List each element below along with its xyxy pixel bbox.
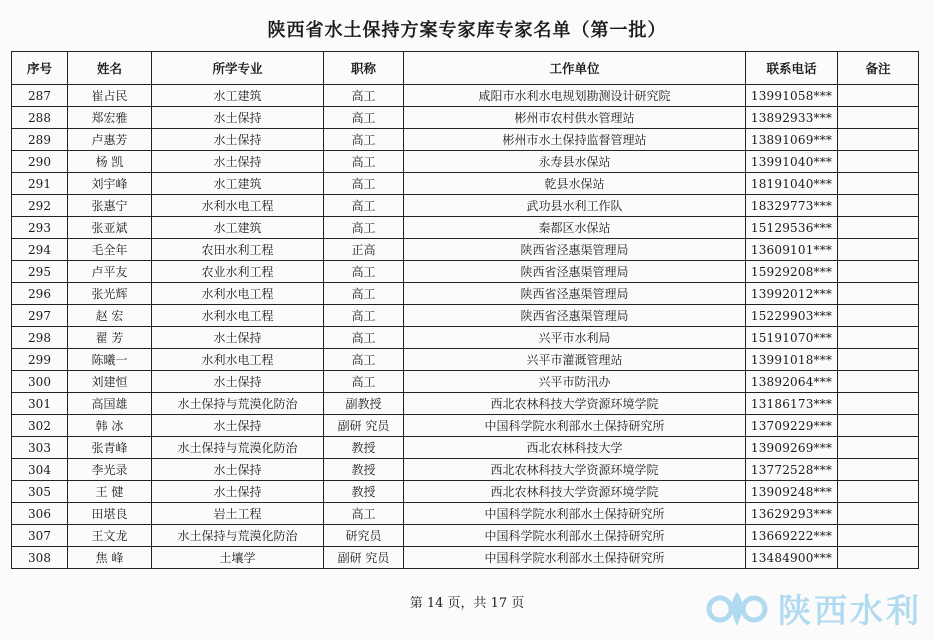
cell-title: 高工 [324,151,404,173]
cell-index: 306 [12,503,68,525]
table-row [12,437,919,459]
cell-remarks [838,261,919,283]
cell-index: 296 [12,283,68,305]
table-row [12,415,919,437]
table-row [12,85,919,107]
cell-phone: 13892064*** [746,371,838,393]
cell-title: 高工 [324,173,404,195]
table-row [12,129,919,151]
cell-index: 302 [12,415,68,437]
cell-major: 水土保持 [152,415,324,437]
table-row [12,217,919,239]
cell-index: 295 [12,261,68,283]
cell-title: 高工 [324,217,404,239]
cell-phone: 13709229*** [746,415,838,437]
cell-workplace: 兴平市防汛办 [404,371,746,393]
cell-phone: 13909248*** [746,481,838,503]
cell-name: 张光辉 [68,283,152,305]
cell-index: 287 [12,85,68,107]
cell-workplace: 咸阳市水利水电规划勘测设计研究院 [404,85,746,107]
cell-name: 焦 峰 [68,547,152,569]
cell-phone: 13484900*** [746,547,838,569]
cell-remarks [838,547,919,569]
cell-index: 298 [12,327,68,349]
cell-remarks [838,283,919,305]
cell-index: 292 [12,195,68,217]
cell-name: 郑宏雅 [68,107,152,129]
table-row [12,459,919,481]
cell-remarks [838,459,919,481]
cell-name: 田堪良 [68,503,152,525]
cell-name: 赵 宏 [68,305,152,327]
water-drop-logo-icon [706,588,768,630]
cell-workplace: 乾县水保站 [404,173,746,195]
cell-phone: 13991040*** [746,151,838,173]
cell-workplace: 兴平市水利局 [404,327,746,349]
cell-phone: 15229903*** [746,305,838,327]
watermark [706,585,922,632]
cell-major: 水土保持 [152,327,324,349]
cell-name: 张惠宁 [68,195,152,217]
cell-name: 刘建恒 [68,371,152,393]
cell-index: 288 [12,107,68,129]
expert-table [11,51,919,569]
cell-workplace: 西北农林科技大学资源环境学院 [404,459,746,481]
cell-title: 高工 [324,327,404,349]
cell-major: 水利水电工程 [152,195,324,217]
cell-major: 水土保持 [152,371,324,393]
table-row [12,481,919,503]
cell-phone: 13891069*** [746,129,838,151]
cell-workplace: 秦都区水保站 [404,217,746,239]
cell-name: 王 健 [68,481,152,503]
cell-title: 高工 [324,305,404,327]
page-number: 第 14 页，共 17 页 [409,596,525,611]
table-row [12,261,919,283]
cell-major: 水土保持与荒漠化防治 [152,393,324,415]
cell-major: 水土保持 [152,129,324,151]
cell-remarks [838,349,919,371]
cell-major: 农田水利工程 [152,239,324,261]
cell-phone: 13909269*** [746,437,838,459]
cell-phone: 13892933*** [746,107,838,129]
cell-name: 刘宇峰 [68,173,152,195]
cell-remarks [838,195,919,217]
cell-workplace: 陕西省泾惠渠管理局 [404,239,746,261]
table-row [12,349,919,371]
cell-workplace: 西北农林科技大学资源环境学院 [404,481,746,503]
cell-remarks [838,393,919,415]
table-row [12,195,919,217]
watermark-text: 陕西水利 [778,591,922,630]
cell-title: 高工 [324,503,404,525]
cell-title: 研究员 [324,525,404,547]
cell-name: 卢惠芳 [68,129,152,151]
cell-remarks [838,217,919,239]
cell-title: 副教授 [324,393,404,415]
cell-major: 水工建筑 [152,173,324,195]
cell-workplace: 陕西省泾惠渠管理局 [404,305,746,327]
cell-name: 翟 芳 [68,327,152,349]
cell-remarks [838,503,919,525]
header-index: 序号 [12,52,68,85]
cell-index: 303 [12,437,68,459]
page-title: 陕西省水土保持方案专家库专家名单（第一批） [267,20,667,41]
table-header-row [12,52,919,85]
cell-name: 张亚斌 [68,217,152,239]
cell-title: 高工 [324,129,404,151]
cell-name: 卢平友 [68,261,152,283]
cell-major: 水土保持 [152,107,324,129]
cell-index: 293 [12,217,68,239]
cell-title: 高工 [324,85,404,107]
cell-workplace: 彬州市水土保持监督管理站 [404,129,746,151]
cell-index: 305 [12,481,68,503]
cell-workplace: 兴平市灌溉管理站 [404,349,746,371]
cell-major: 水土保持 [152,481,324,503]
table-row [12,151,919,173]
cell-major: 水土保持与荒漠化防治 [152,437,324,459]
cell-remarks [838,415,919,437]
cell-name: 李光录 [68,459,152,481]
table-row [12,327,919,349]
cell-remarks [838,239,919,261]
header-title: 职称 [324,52,404,85]
table-row [12,371,919,393]
cell-index: 308 [12,547,68,569]
cell-workplace: 中国科学院水利部水土保持研究所 [404,415,746,437]
cell-title: 高工 [324,195,404,217]
cell-major: 农业水利工程 [152,261,324,283]
cell-workplace: 武功县水利工作队 [404,195,746,217]
cell-workplace: 陕西省泾惠渠管理局 [404,283,746,305]
cell-major: 土壤学 [152,547,324,569]
header-name: 姓名 [68,52,152,85]
cell-workplace: 陕西省泾惠渠管理局 [404,261,746,283]
cell-remarks [838,525,919,547]
cell-title: 高工 [324,107,404,129]
cell-title: 正高 [324,239,404,261]
cell-phone: 15191070*** [746,327,838,349]
cell-remarks [838,129,919,151]
header-workplace: 工作单位 [404,52,746,85]
cell-phone: 13609101*** [746,239,838,261]
cell-title: 高工 [324,283,404,305]
cell-index: 300 [12,371,68,393]
cell-index: 294 [12,239,68,261]
cell-remarks [838,151,919,173]
cell-title: 教授 [324,481,404,503]
cell-remarks [838,481,919,503]
cell-workplace: 中国科学院水利部水土保持研究所 [404,525,746,547]
cell-workplace: 彬州市农村供水管理站 [404,107,746,129]
cell-remarks [838,173,919,195]
cell-major: 水工建筑 [152,85,324,107]
cell-name: 韩 冰 [68,415,152,437]
cell-workplace: 西北农林科技大学 [404,437,746,459]
cell-workplace: 永寿县水保站 [404,151,746,173]
cell-title: 副研 究员 [324,415,404,437]
cell-phone: 13991018*** [746,349,838,371]
cell-index: 307 [12,525,68,547]
cell-phone: 15129536*** [746,217,838,239]
cell-remarks [838,327,919,349]
cell-index: 289 [12,129,68,151]
cell-name: 陈曦一 [68,349,152,371]
header-major: 所学专业 [152,52,324,85]
cell-index: 291 [12,173,68,195]
cell-major: 水土保持 [152,459,324,481]
cell-index: 304 [12,459,68,481]
cell-phone: 13669222*** [746,525,838,547]
cell-title: 副研 究员 [324,547,404,569]
cell-major: 水工建筑 [152,217,324,239]
cell-workplace: 西北农林科技大学资源环境学院 [404,393,746,415]
cell-phone: 18191040*** [746,173,838,195]
table-row [12,173,919,195]
cell-remarks [838,371,919,393]
cell-major: 水土保持 [152,151,324,173]
cell-index: 301 [12,393,68,415]
cell-remarks [838,305,919,327]
cell-major: 水利水电工程 [152,349,324,371]
cell-phone: 18329773*** [746,195,838,217]
cell-phone: 13186173*** [746,393,838,415]
cell-name: 崔占民 [68,85,152,107]
table-row [12,239,919,261]
table-row [12,393,919,415]
cell-name: 毛全年 [68,239,152,261]
cell-title: 高工 [324,349,404,371]
table-row [12,547,919,569]
cell-major: 水利水电工程 [152,283,324,305]
cell-workplace: 中国科学院水利部水土保持研究所 [404,547,746,569]
cell-name: 高国雄 [68,393,152,415]
table-row [12,305,919,327]
header-phone: 联系电话 [746,52,838,85]
cell-title: 高工 [324,371,404,393]
table-row [12,283,919,305]
cell-remarks [838,85,919,107]
table-row [12,525,919,547]
header-remarks: 备注 [838,52,919,85]
cell-phone: 13772528*** [746,459,838,481]
table-row [12,503,919,525]
cell-name: 王文龙 [68,525,152,547]
cell-major: 水土保持与荒漠化防治 [152,525,324,547]
cell-name: 张青峰 [68,437,152,459]
cell-name: 杨 凯 [68,151,152,173]
cell-phone: 13629293*** [746,503,838,525]
cell-workplace: 中国科学院水利部水土保持研究所 [404,503,746,525]
cell-index: 290 [12,151,68,173]
cell-title: 教授 [324,437,404,459]
cell-index: 297 [12,305,68,327]
cell-title: 教授 [324,459,404,481]
cell-major: 岩土工程 [152,503,324,525]
cell-phone: 15929208*** [746,261,838,283]
cell-phone: 13992012*** [746,283,838,305]
cell-remarks [838,437,919,459]
cell-major: 水利水电工程 [152,305,324,327]
cell-index: 299 [12,349,68,371]
cell-title: 高工 [324,261,404,283]
cell-phone: 13991058*** [746,85,838,107]
cell-remarks [838,107,919,129]
table-row [12,107,919,129]
